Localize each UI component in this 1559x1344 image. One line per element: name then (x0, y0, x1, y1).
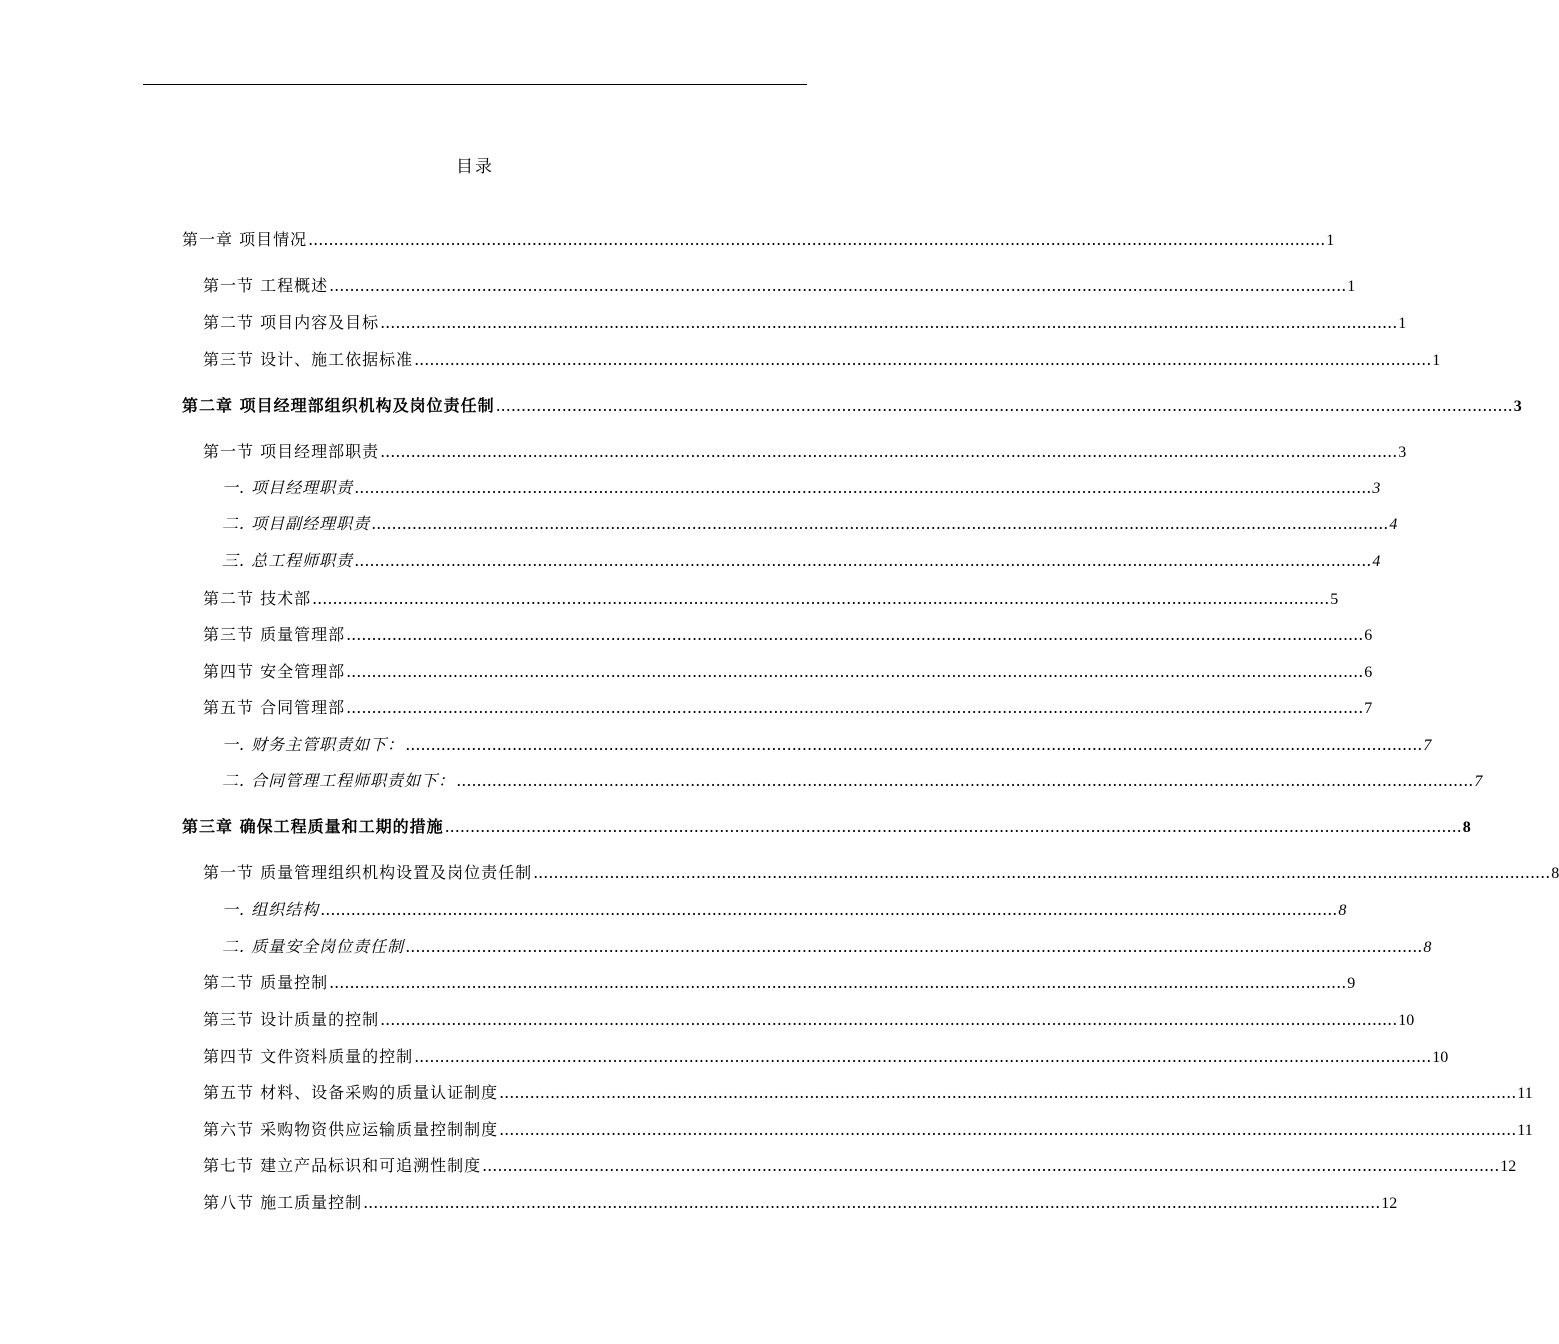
toc-entry[interactable] (222, 514, 1398, 536)
toc-entry[interactable] (222, 735, 1432, 757)
toc-entry-label: 二. 合同管理工程师职责如下： (222, 771, 456, 790)
toc-entry-page: 4 (1372, 553, 1381, 570)
toc-entry-page: 1 (1432, 352, 1441, 369)
toc-entry-page: 11 (1517, 1085, 1533, 1102)
toc-entry-label: 第二节 技术部 (203, 589, 312, 608)
toc-entry[interactable] (203, 1193, 1398, 1215)
toc-entry-label: 第三节 设计质量的控制 (203, 1010, 380, 1029)
toc-entry[interactable] (203, 350, 1441, 372)
toc-entry[interactable] (203, 442, 1407, 464)
toc-entry-label: 第四节 文件资料质量的控制 (203, 1047, 414, 1066)
toc-entry-label: 第三节 质量管理部 (203, 625, 346, 644)
toc-entry[interactable] (222, 551, 1381, 573)
toc-entry-label: 第五节 合同管理部 (203, 698, 346, 717)
toc-entry-label: 第四节 安全管理部 (203, 662, 346, 681)
toc-dot-leader: ........................................................................................................................................................................................................ (405, 735, 1423, 754)
toc-entry-page: 3 (1372, 480, 1381, 497)
toc-entry-label: 第三章 确保工程质量和工期的措施 (182, 817, 444, 836)
toc-entry[interactable] (203, 1010, 1415, 1032)
toc-entry-label: 第一节 项目经理部职责 (203, 442, 380, 461)
toc-entry[interactable] (203, 1047, 1449, 1069)
toc-entry-label: 第一节 工程概述 (203, 276, 329, 295)
toc-entry-label: 一. 财务主管职责如下： (222, 735, 405, 754)
toc-entry-page: 3 (1398, 444, 1407, 461)
toc-dot-leader: ........................................................................................................................................................................................................ (499, 1083, 1517, 1102)
toc-entry-page: 8 (1462, 819, 1471, 836)
toc-dot-leader: ........................................................................................................................................................................................................ (329, 973, 1347, 992)
toc-dot-leader: ........................................................................................................................................................................................................ (363, 1193, 1381, 1212)
toc-title: 目录 (456, 157, 494, 177)
toc-entry-label: 一. 组织结构 (222, 900, 320, 919)
toc-dot-leader: ........................................................................................................................................................................................................ (495, 396, 1513, 415)
toc-entry-label: 三. 总工程师职责 (222, 551, 354, 570)
toc-dot-leader: ........................................................................................................................................................................................................ (380, 313, 1398, 332)
toc-entry-label: 第二节 质量控制 (203, 973, 329, 992)
toc-dot-leader: ........................................................................................................................................................................................................ (354, 551, 1372, 570)
toc-entry-label: 第七节 建立产品标识和可追溯性制度 (203, 1156, 482, 1175)
toc-entry-page: 11 (1517, 1122, 1533, 1139)
toc-entry[interactable] (203, 1156, 1517, 1178)
toc-entry-label: 第二节 项目内容及目标 (203, 313, 380, 332)
toc-dot-leader: ........................................................................................................................................................................................................ (533, 863, 1551, 882)
toc-entry-label: 二. 项目副经理职责 (222, 514, 371, 533)
toc-dot-leader: ........................................................................................................................................................................................................ (371, 514, 1389, 533)
toc-dot-leader: ........................................................................................................................................................................................................ (308, 230, 1326, 249)
toc-entry-label: 一. 项目经理职责 (222, 478, 354, 497)
toc-entry-page: 7 (1364, 700, 1373, 717)
toc-entry-page: 7 (1423, 737, 1432, 754)
toc-entry[interactable] (222, 771, 1483, 793)
toc-dot-leader: ........................................................................................................................................................................................................ (405, 937, 1423, 956)
toc-dot-leader: ........................................................................................................................................................................................................ (380, 442, 1398, 461)
toc-entry[interactable] (222, 937, 1432, 959)
toc-entry[interactable] (203, 662, 1373, 684)
toc-entry-page: 12 (1500, 1158, 1517, 1175)
toc-entry-label: 第八节 施工质量控制 (203, 1193, 363, 1212)
toc-entry-page: 8 (1423, 939, 1432, 956)
toc-entry[interactable] (203, 276, 1356, 298)
toc-entry[interactable] (203, 589, 1339, 611)
toc-entry-page: 12 (1381, 1195, 1398, 1212)
toc-dot-leader: ........................................................................................................................................................................................................ (499, 1120, 1517, 1139)
toc-entry[interactable] (182, 817, 1471, 839)
toc-entry-page: 6 (1364, 664, 1373, 681)
toc-entry-page: 4 (1389, 516, 1398, 533)
toc-dot-leader: ........................................................................................................................................................................................................ (414, 1047, 1432, 1066)
toc-entry[interactable] (182, 230, 1335, 252)
toc-dot-leader: ........................................................................................................................................................................................................ (414, 350, 1432, 369)
toc-entry-page: 8 (1338, 902, 1347, 919)
toc-dot-leader: ........................................................................................................................................................................................................ (346, 662, 1364, 681)
toc-entry-page: 5 (1330, 591, 1339, 608)
toc-dot-leader: ........................................................................................................................................................................................................ (312, 589, 1330, 608)
toc-dot-leader: ........................................................................................................................................................................................................ (320, 900, 1338, 919)
toc-dot-leader: ........................................................................................................................................................................................................ (444, 817, 1462, 836)
toc-entry-label: 第二章 项目经理部组织机构及岗位责任制 (182, 396, 495, 415)
toc-entry-label: 第一章 项目情况 (182, 230, 308, 249)
toc-entry[interactable] (203, 313, 1407, 335)
toc-entry-page: 1 (1347, 278, 1356, 295)
toc-dot-leader: ........................................................................................................................................................................................................ (329, 276, 1347, 295)
toc-entry-page: 1 (1326, 232, 1335, 249)
toc-dot-leader: ........................................................................................................................................................................................................ (354, 478, 1372, 497)
header-rule (143, 84, 807, 85)
toc-entry[interactable] (203, 1120, 1533, 1142)
toc-entry[interactable] (182, 396, 1522, 418)
toc-entry-page: 6 (1364, 627, 1373, 644)
toc-entry-page: 8 (1551, 865, 1559, 882)
toc-entry-label: 第三节 设计、施工依据标准 (203, 350, 414, 369)
toc-entry-page: 7 (1474, 773, 1483, 790)
toc-dot-leader: ........................................................................................................................................................................................................ (380, 1010, 1398, 1029)
toc-entry[interactable] (222, 900, 1347, 922)
toc-entry-page: 9 (1347, 975, 1356, 992)
toc-entry[interactable] (203, 1083, 1533, 1105)
toc-entry-label: 第五节 材料、设备采购的质量认证制度 (203, 1083, 499, 1102)
toc-entry-page: 3 (1513, 398, 1522, 415)
toc-dot-leader: ........................................................................................................................................................................................................ (456, 771, 1474, 790)
toc-entry-label: 第一节 质量管理组织机构设置及岗位责任制 (203, 863, 533, 882)
toc-entry[interactable] (203, 625, 1373, 647)
toc-dot-leader: ........................................................................................................................................................................................................ (482, 1156, 1500, 1175)
toc-entry[interactable] (222, 478, 1381, 500)
toc-entry-page: 10 (1398, 1012, 1415, 1029)
toc-entry[interactable] (203, 863, 1559, 885)
toc-dot-leader: ........................................................................................................................................................................................................ (346, 698, 1364, 717)
toc-entry[interactable] (203, 698, 1373, 720)
toc-entry-label: 二. 质量安全岗位责任制 (222, 937, 405, 956)
toc-entry[interactable] (203, 973, 1356, 995)
toc-entry-page: 1 (1398, 315, 1407, 332)
toc-dot-leader: ........................................................................................................................................................................................................ (346, 625, 1364, 644)
toc-entry-page: 10 (1432, 1049, 1449, 1066)
toc-entry-label: 第六节 采购物资供应运输质量控制制度 (203, 1120, 499, 1139)
